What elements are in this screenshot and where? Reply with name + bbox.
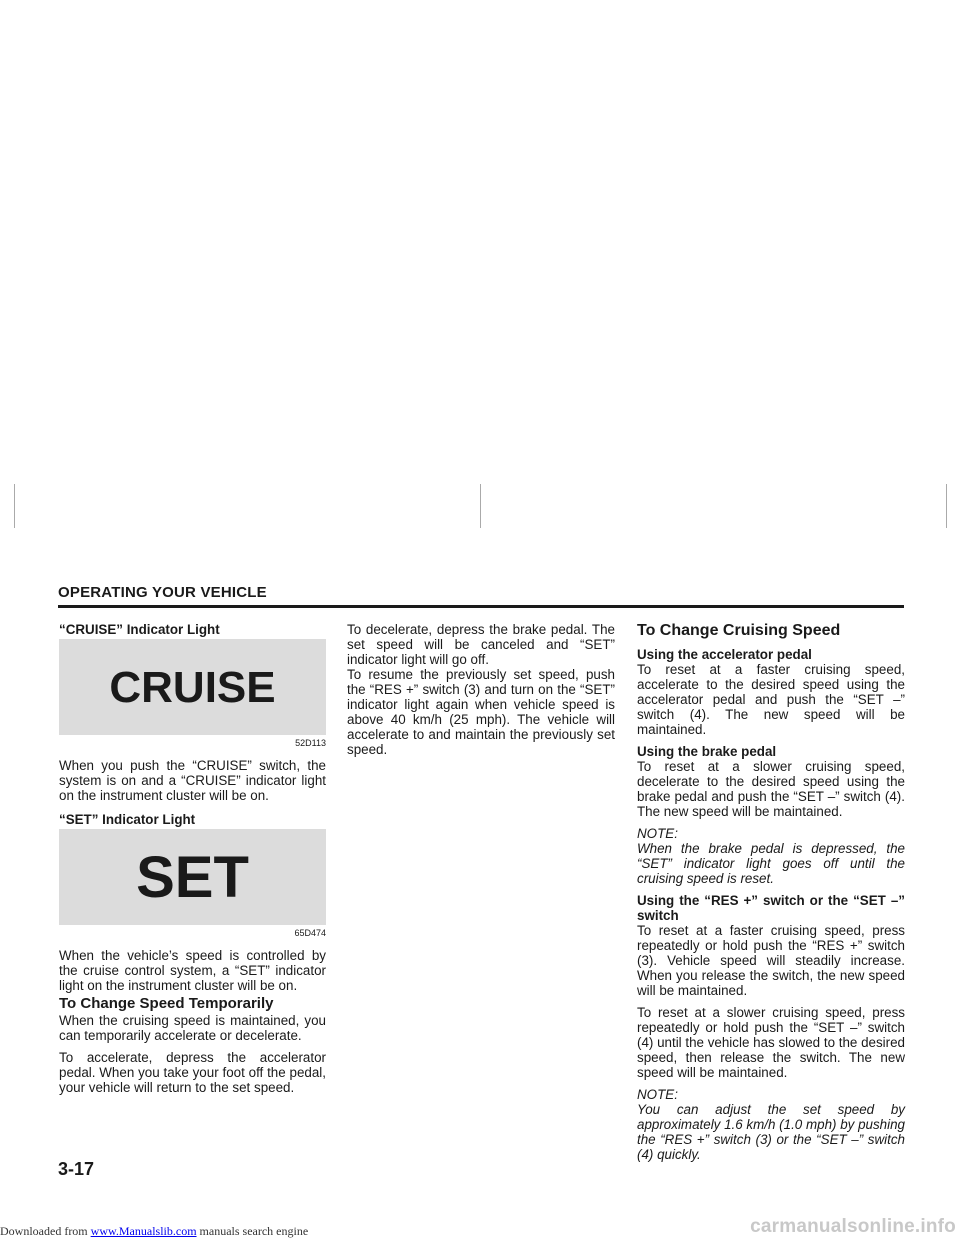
set-paragraph: When the vehicle’s speed is controlled by the cruise control system, a “SET” indicator light on the instrument cluster will be on.	[59, 948, 326, 993]
note-2-label: NOTE:	[637, 1087, 678, 1102]
resume-paragraph: To resume the previously set speed, push the “RES +” switch (3) and turn on the “SET” indicator light again when vehicle speed is above 40 km/h (25 mph). The vehicle will accelerate to and maintain the previously set speed.	[347, 667, 615, 757]
switch-subheading: Using the “RES +” switch or the “SET –” switch	[637, 893, 905, 923]
accelerator-paragraph: To reset at a faster cruising speed, accelerate to the desired speed using the accelerator pedal and push the “SET –” switch (4). The new speed will be maintained.	[637, 662, 905, 737]
note-2	[637, 1087, 905, 1162]
switch-paragraph-1: To reset at a faster cruising speed, press repeatedly or hold push the “RES +” switch (3). Vehicle speed will steadily increase. When you release the switch, the new speed will be maintained.	[637, 923, 905, 998]
crop-mark-left	[14, 484, 15, 528]
note-1	[637, 826, 905, 886]
column-middle	[347, 622, 615, 764]
set-figure-code: 65D474	[294, 928, 326, 938]
cruise-paragraph: When you push the “CRUISE” switch, the system is on and a “CRUISE” indicator light on the instrument cluster will be on.	[59, 758, 326, 803]
footer-prefix: Downloaded from	[0, 1224, 88, 1238]
watermark: carmanualsonline.info	[750, 1216, 956, 1237]
crop-mark-center	[480, 484, 481, 528]
download-footer	[0, 1224, 308, 1239]
note-1-label: NOTE:	[637, 826, 678, 841]
footer-suffix: manuals search engine	[199, 1224, 309, 1238]
column-left	[59, 622, 326, 1102]
temp-speed-heading: To Change Speed Temporarily	[59, 995, 274, 1012]
temp-speed-paragraph-2: To accelerate, depress the accelerator pedal. When you take your foot off the pedal, your vehicle will return to the set speed.	[59, 1050, 326, 1095]
accelerator-subheading: Using the accelerator pedal	[637, 647, 812, 662]
cruise-figure-code: 52D113	[295, 738, 326, 748]
decelerate-paragraph: To decelerate, depress the brake pedal. The set speed will be canceled and “SET” indicator light will go off.	[347, 622, 615, 667]
change-cruising-speed-heading: To Change Cruising Speed	[637, 622, 841, 639]
column-right	[637, 622, 905, 1169]
temp-speed-paragraph-1: When the cruising speed is maintained, you can temporarily accelerate or decelerate.	[59, 1013, 326, 1043]
note-2-text: You can adjust the set speed by approximately 1.6 km/h (1.0 mph) by pushing the “RES +” switch (3) or the “SET –” switch (4) quickly.	[637, 1102, 905, 1162]
manualslib-link[interactable]: www.Manualslib.com	[90, 1224, 197, 1238]
crop-mark-right	[946, 484, 947, 528]
section-divider	[58, 605, 904, 608]
brake-paragraph: To reset at a slower cruising speed, decelerate to the desired speed using the brake pedal and push the “SET –” switch (4). The new speed will be maintained.	[637, 759, 905, 819]
cruise-indicator-heading: “CRUISE” Indicator Light	[59, 622, 220, 637]
brake-subheading: Using the brake pedal	[637, 744, 777, 759]
set-indicator-text: SET	[136, 844, 249, 910]
page-number: 3-17	[58, 1159, 95, 1179]
set-indicator-figure	[59, 829, 326, 925]
section-title: OPERATING YOUR VEHICLE	[58, 584, 267, 601]
cruise-indicator-text: CRUISE	[109, 662, 276, 712]
cruise-indicator-figure	[59, 639, 326, 735]
note-1-text: When the brake pedal is depressed, the “SET” indicator light goes off until the cruising speed is reset.	[637, 841, 905, 886]
switch-paragraph-2: To reset at a slower cruising speed, press repeatedly or hold push the “SET –” switch (4) until the vehicle has slowed to the desired speed, then release the switch. The new speed will be maintained.	[637, 1005, 905, 1080]
set-indicator-heading: “SET” Indicator Light	[59, 812, 196, 827]
